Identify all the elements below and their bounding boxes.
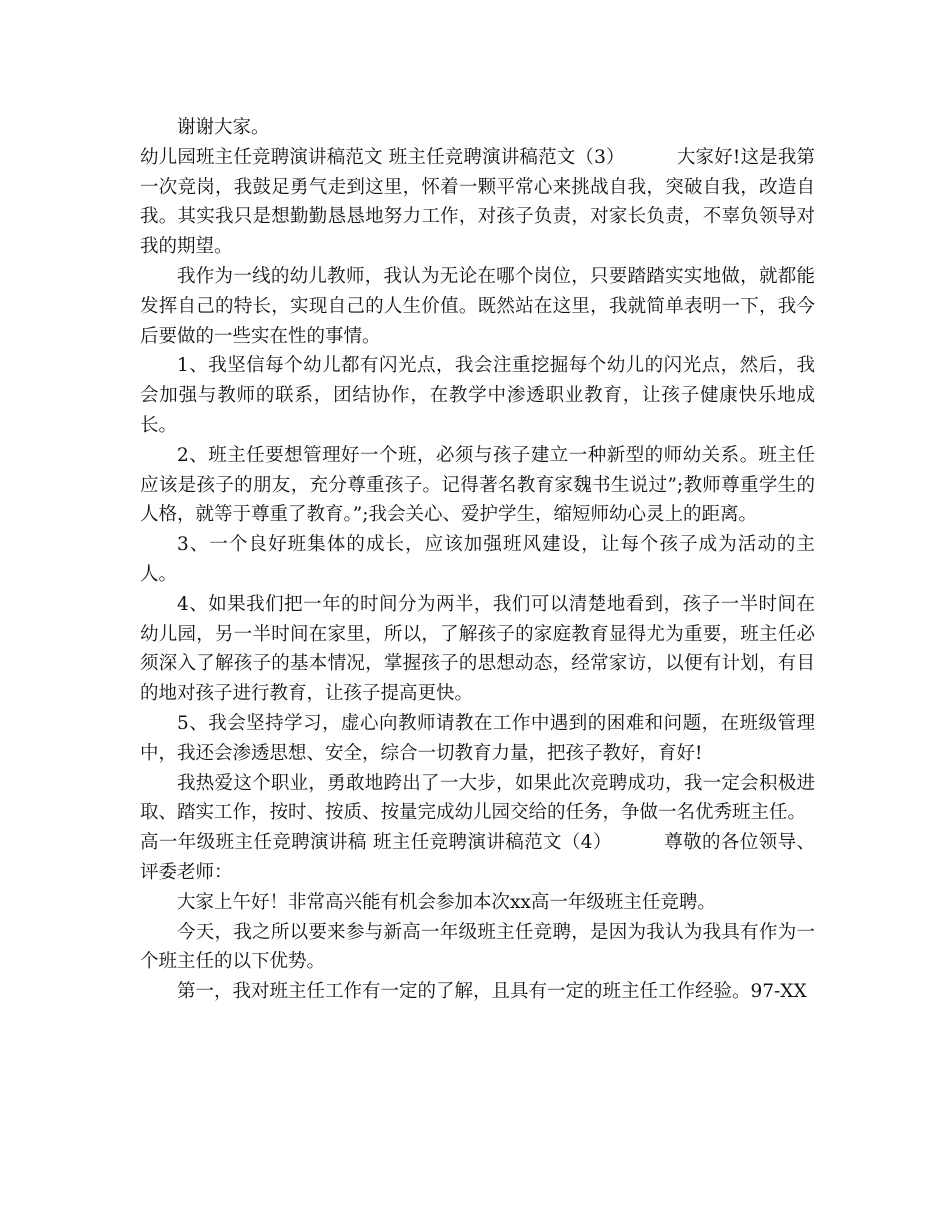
section-heading-paragraph	[140, 143, 815, 262]
paragraph: 我作为一线的幼儿教师，我认为无论在哪个岗位，只要踏踏实实地做，就都能发挥自己的特长，实现自己的人生价值。既然站在这里，我就简单表明一下，我今后要做的一些实在性的事情。	[140, 265, 815, 347]
paragraph: 谢谢大家。	[177, 117, 270, 138]
paragraph: 3、一个良好班集体的成长，应该加强班风建设，让每个孩子成为活动的主人。	[140, 534, 815, 585]
document-body	[140, 113, 815, 1007]
paragraph-text: 尊敬的各位领导、评委老师：	[140, 832, 815, 883]
paragraph: 第一，我对班主任工作有一定的了解，且具有一定的班主任工作经验。97-XX	[177, 981, 807, 1003]
section-heading: 幼儿园班主任竞聘演讲稿范文 班主任竞聘演讲稿范文（3）	[140, 146, 625, 168]
paragraph: 我热爱这个职业，勇敢地跨出了一大步，如果此次竞聘成功，我一定会积极进取、踏实工作，按时、按质、按量完成幼儿园交给的任务，争做一名优秀班主任。	[140, 772, 815, 824]
section-heading-paragraph	[140, 828, 815, 888]
paragraph: 4、如果我们把一年的时间分为两半，我们可以清楚地看到，孩子一半时间在幼儿园，另一半时间在家里，所以，了解孩子的家庭教育显得尤为重要，班主任必须深入了解孩子的基本情况，掌握孩子的思想动态，经常家访，以便有计划，有目的地对孩子进行教育，让孩子提高更快。	[140, 593, 815, 705]
paragraph-text: 大家好!这是我第一次竞岗，我鼓足勇气走到这里，怀着一颗平常心来挑战自我，突破自我，改造自我。其实我只是想勤勤恳恳地努力工作，对孩子负责，对家长负责，不辜负领导对我的期望。	[140, 146, 816, 258]
paragraph: 1、我坚信每个幼儿都有闪光点，我会注重挖掘每个幼儿的闪光点，然后，我会加强与教师的联系，团结协作，在教学中渗透职业教育，让孩子健康快乐地成长。	[140, 355, 815, 436]
paragraph: 2、班主任要想管理好一个班，必须与孩子建立一种新型的师幼关系。班主任应该是孩子的朋友，充分尊重孩子。记得著名教育家魏书生说过”;教师尊重学生的人格，就等于尊重了教育。”;我会关心、爱护学生，缩短师幼心灵上的距离。	[140, 444, 815, 526]
paragraph: 大家上午好！非常高兴能有机会参加本次xx高一年级班主任竞聘。	[177, 891, 716, 913]
paragraph: 今天，我之所以要来参与新高一年级班主任竞聘，是因为我认为我具有作为一个班主任的以下优势。	[140, 921, 815, 973]
section-heading: 高一年级班主任竞聘演讲稿 班主任竞聘演讲稿范文（4）	[140, 832, 612, 854]
paragraph: 5、我会坚持学习，虚心向教师请教在工作中遇到的困难和问题，在班级管理中，我还会渗透思想、安全，综合一切教育力量，把孩子教好，育好!	[140, 712, 815, 764]
